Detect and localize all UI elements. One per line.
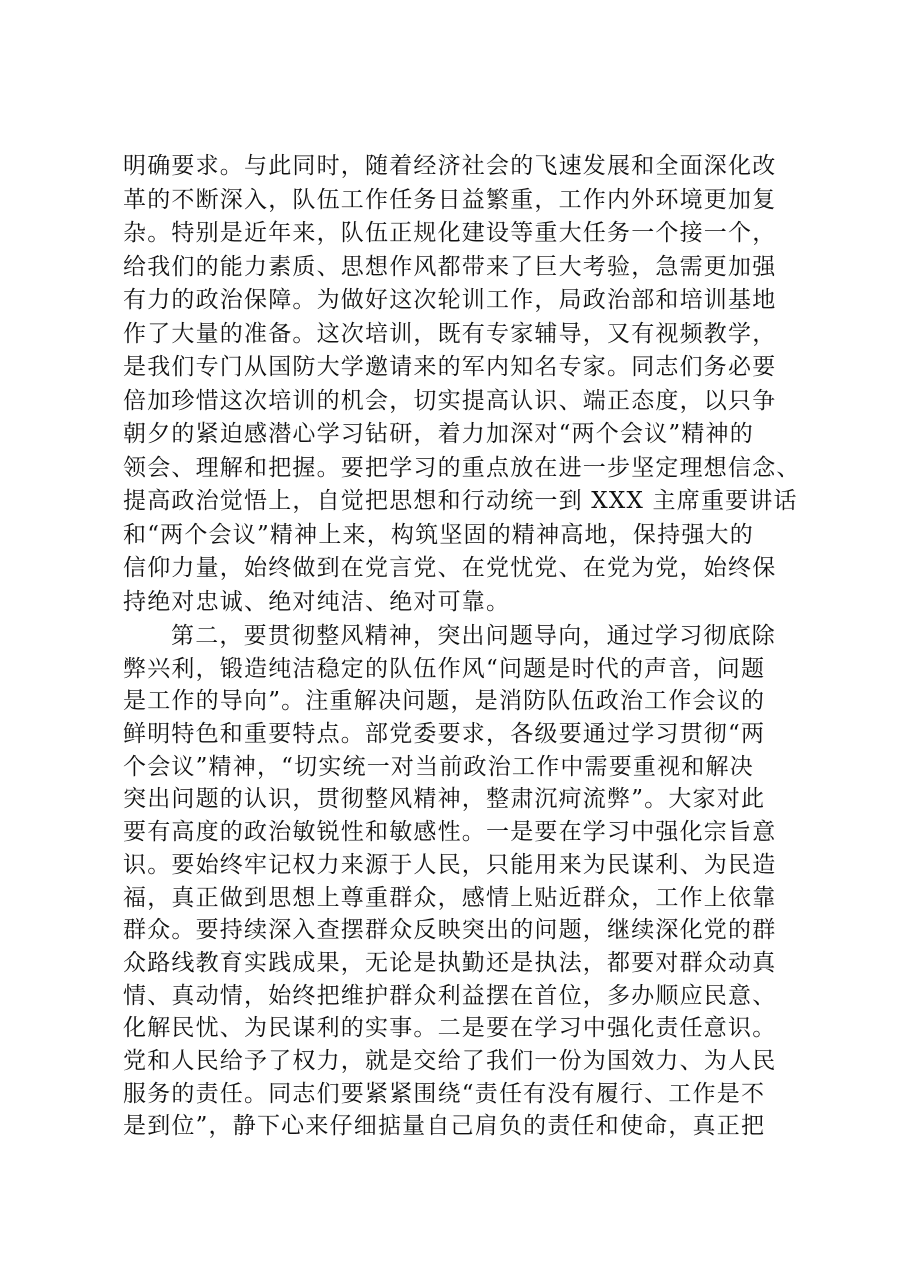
text-line: 信仰力量，始终做到在党言党、在党忧党、在党为党，始终保 [123,555,777,581]
text-line: 杂。特别是近年来，队伍正规化建设等重大任务一个接一个， [123,220,777,246]
text-line: 持绝对忠诚、绝对纯洁、绝对可靠。 [123,588,511,615]
text-line: 弊兴利，锻造纯洁稳定的队伍作风“问题是时代的声音，问题 [123,655,766,682]
text-line: 群众。要持续深入查摆群众反映突出的问题，继续深化党的群 [123,917,777,944]
text-line: 明确要求。与此同时，随着经济社会的飞速发展和全面深化改 [123,153,777,179]
paragraph-1 [123,150,803,619]
text-line: 个会议”精神，“切实统一对当前政治工作中需要重视和解决 [123,753,754,780]
text-line: 要有高度的政治敏锐性和敏感性。一是要在学习中强化宗旨意 [123,819,777,846]
paragraph-2 [123,620,803,1143]
text-line: 党和人民给予了权力，就是交给了我们一份为国效力、为人民 [123,1047,777,1074]
text-line: 朝夕的紧迫感潜心学习钻研，着力加深对“两个会议”精神的 [123,421,754,447]
text-line: 福，真正做到思想上尊重群众，感情上贴近群众，工作上依靠 [123,884,777,911]
text-line: 情、真动情，始终把维护群众利益摆在首位，多办顺应民意、 [123,982,777,1009]
text-line-first-indented: 第二，要贯彻整风精神，突出问题导向，通过学习彻底除 [171,623,776,649]
text-line: 是到位”，静下心来仔细掂量自己肩负的责任和使命，真正把 [123,1113,766,1140]
text-line: 提高政治觉悟上，自觉把思想和行动统一到 XXX 主席重要讲话 [123,488,798,514]
text-line: 革的不断深入，队伍工作任务日益繁重，工作内外环境更加复 [123,186,777,213]
text-line: 众路线教育实践成果，无论是执勤还是执法，都要对群众动真 [123,949,777,976]
text-line: 给我们的能力素质、思想作风都带来了巨大考验，急需更加强 [123,253,777,280]
text-line: 化解民忧、为民谋利的实事。二是要在学习中强化责任意识。 [123,1015,777,1042]
text-line: 有力的政治保障。为做好这次轮训工作，局政治部和培训基地 [123,287,777,313]
text-line: 作了大量的准备。这次培训，既有专家辅导，又有视频教学， [123,320,777,347]
text-line: 和“两个会议”精神上来，构筑坚固的精神高地，保持强大的 [123,521,754,548]
text-line: 突出问题的认识，贯彻整风精神，整肃沉疴流弊”。大家对此 [123,786,766,813]
text-line: 是我们专门从国防大学邀请来的军内知名专家。同志们务必要 [123,354,777,380]
text-line: 领会、理解和把握。要把学习的重点放在进一步坚定理想信念、 [123,454,801,481]
text-line: 鲜明特色和重要特点。部党委要求，各级要通过学习贯彻“两 [123,721,766,748]
text-line: 是工作的导向”。注重解决问题，是消防队伍政治工作会议的 [123,688,766,715]
text-line: 识。要始终牢记权力来源于人民，只能用来为民谋利、为民造 [123,851,777,878]
text-line: 倍加珍惜这次培训的机会，切实提高认识、端正态度，以只争 [123,387,777,414]
text-line: 服务的责任。同志们要紧紧围绕“责任有没有履行、工作是不 [123,1080,766,1107]
